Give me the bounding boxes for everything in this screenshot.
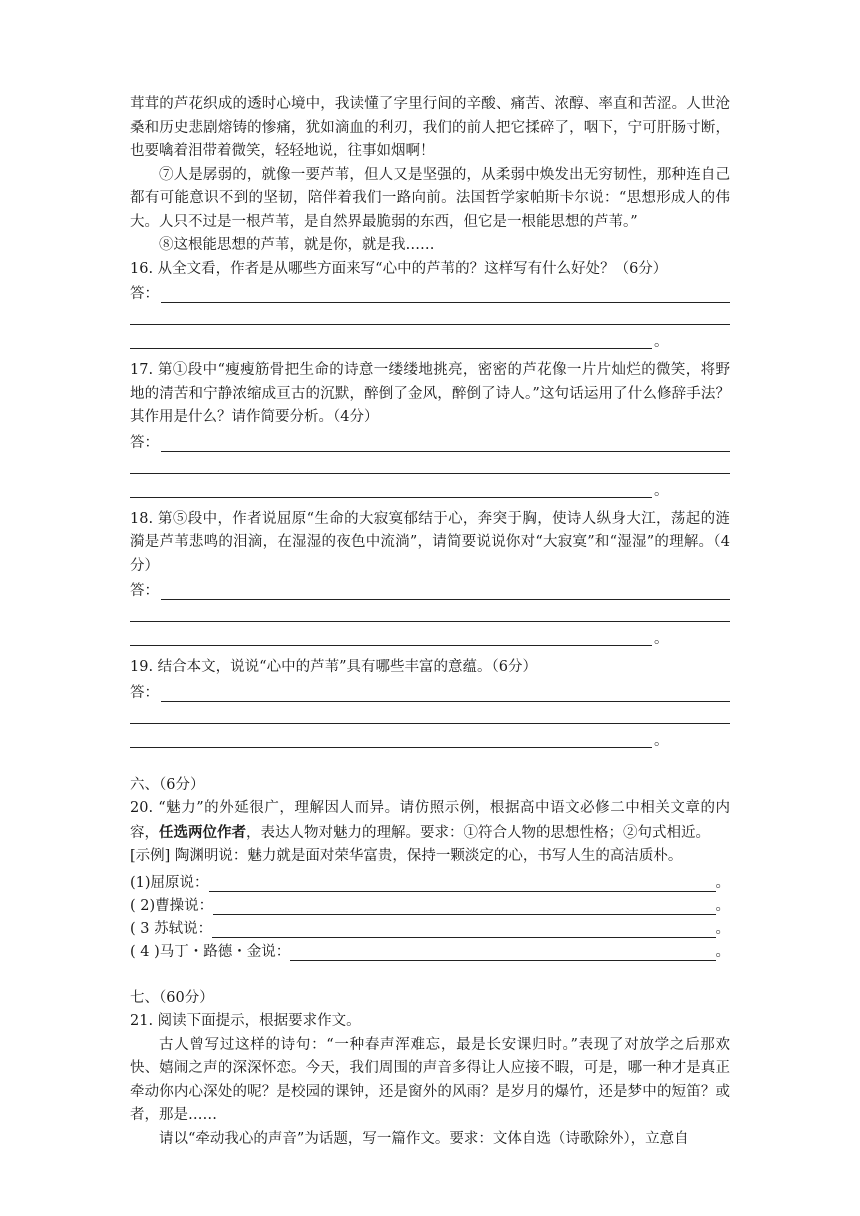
fill-line-4[interactable]: ( 4 )马丁・路德・金说： 。 [130, 938, 730, 961]
question-text: 18. 第⑤段中，作者说屈原“生命的大寂寞郁结于心，奔突于胸，使诗人纵身大江，荡起的涟漪是芦苇悲鸣的泪滴，在湿湿的夜色中流淌”，请简要说说你对“大寂寞”和“湿湿”的理解。（4分） [130, 510, 730, 574]
answer-line-2[interactable] [130, 303, 730, 325]
answer-line-2[interactable] [130, 452, 730, 474]
question-text: 16. 从全文看，作者是从哪些方面来写“心中的芦苇的？这样写有什么好处？（6分） [130, 260, 668, 277]
answer-line-2[interactable] [130, 702, 730, 724]
fill-line-3[interactable]: ( 3 苏轼说： 。 [130, 915, 730, 938]
answer-line-2[interactable] [130, 600, 730, 622]
fill-label: ( 2)曹操说： [130, 897, 214, 914]
answer-line-1[interactable] [130, 578, 730, 600]
question-18 [130, 508, 730, 647]
answer-line-3[interactable] [130, 724, 730, 748]
answer-line-1[interactable] [130, 281, 730, 303]
answer-label: 答： [130, 583, 159, 599]
end-mark: 。 [654, 334, 669, 350]
passage-paragraph-8: ⑧这根能思想的芦苇，就是你，就是我…… [159, 237, 435, 253]
question-16 [130, 258, 730, 350]
page-content [130, 93, 730, 1151]
question-text: 19. 结合本文，说说“心中的芦苇”具有哪些丰富的意蕴。（6分） [130, 659, 537, 675]
essay-prompt-paragraph-2: 请以“牵动我心的声音”为话题，写一篇作文。要求：文体自选（诗歌除外），立意自 [159, 1130, 689, 1147]
answer-label: 答： [130, 434, 159, 451]
question-17 [130, 359, 730, 498]
answer-line-1[interactable] [130, 430, 730, 452]
section-heading: 七、（60分） [130, 989, 214, 1006]
answer-line-1[interactable] [130, 680, 730, 702]
question-text: 17. 第①段中“瘦瘦筋骨把生命的诗意一缕缕地挑亮，密密的芦花像一片片灿烂的微笑，将野地的清苦和宁静浓缩成亘古的沉默，醉倒了金风，醉倒了诗人。”这句话运用了什么修辞手法？其作用是什么？请作简要分析。（4分） [130, 362, 730, 425]
section-heading: 六、（6分） [130, 776, 205, 793]
essay-prompt-paragraph-1: 古人曾写过这样的诗句：“一种春声浑难忘，最是长安课归时。”表现了对放学之后那欢快、嬉闹之声的深深怀恋。今天，我们周围的声音多得让人应接不暇，可是，哪一种才是真正牵动你内心深处的呢？是校园的课钟，还是窗外的风雨？是岁月的爆竹，还是梦中的短笛？或者，那是…… [130, 1036, 730, 1123]
fill-label: ( 4 )马丁・路德・金说： [130, 943, 291, 960]
passage-paragraph-7: ⑦人是孱弱的，就像一要芦苇，但人又是坚强的，从柔弱中焕发出无穷韧性，那种连自己都有可能意识不到的坚韧，陪伴着我们一路向前。法国哲学家帕斯卡尔说：“思想形成人的伟大。人只不过是一根芦苇，是自然界最脆弱的东西，但它是一根能思想的芦苇。” [130, 166, 730, 230]
example-text: [示例] 陶渊明说：魅力就是面对荣华富贵，保持一颗淡定的心，书写人生的高洁质朴。 [130, 848, 683, 864]
question-21-text: 21. 阅读下面提示，根据要求作文。 [130, 1013, 361, 1029]
section-7 [130, 987, 730, 1152]
end-mark: 。 [654, 482, 669, 499]
answer-line-3[interactable] [130, 622, 730, 646]
fill-label: (1)屈原说： [130, 874, 209, 891]
end-mark: 。 [654, 631, 669, 647]
emphasis-text: 任选两位作者 [159, 823, 246, 841]
fill-line-1[interactable]: (1)屈原说： 。 [130, 869, 730, 892]
answer-line-3[interactable] [130, 474, 730, 498]
end-mark: 。 [654, 732, 669, 749]
answer-label: 答： [130, 684, 159, 701]
answer-label: 答： [130, 286, 159, 302]
section-6 [130, 774, 730, 961]
question-20-text: 20. “魅力”的外延很广，理解因人而异。请仿照示例，根据高中语文必修二中相关文章的内容，任选两位作者，表达人物对魅力的理解。要求：①符合人物的思想性格；②句式相近。 [130, 800, 730, 841]
answer-line-3[interactable] [130, 325, 730, 349]
fill-line-2[interactable]: ( 2)曹操说： 。 [130, 892, 730, 915]
passage-paragraph-continued: 茸茸的芦花织成的透时心境中，我读懂了字里行间的辛酸、痛苦、浓醇、率直和苦涩。人世沧桑和历史悲剧熔铸的惨痛，犹如滴血的利刃，我们的前人把它揉碎了，咽下，宁可肝肠寸断，也要噙着泪带着微笑，轻轻地说，往事如烟啊！ [130, 96, 730, 159]
question-19 [130, 656, 730, 748]
fill-label: ( 3 苏轼说： [130, 920, 213, 937]
